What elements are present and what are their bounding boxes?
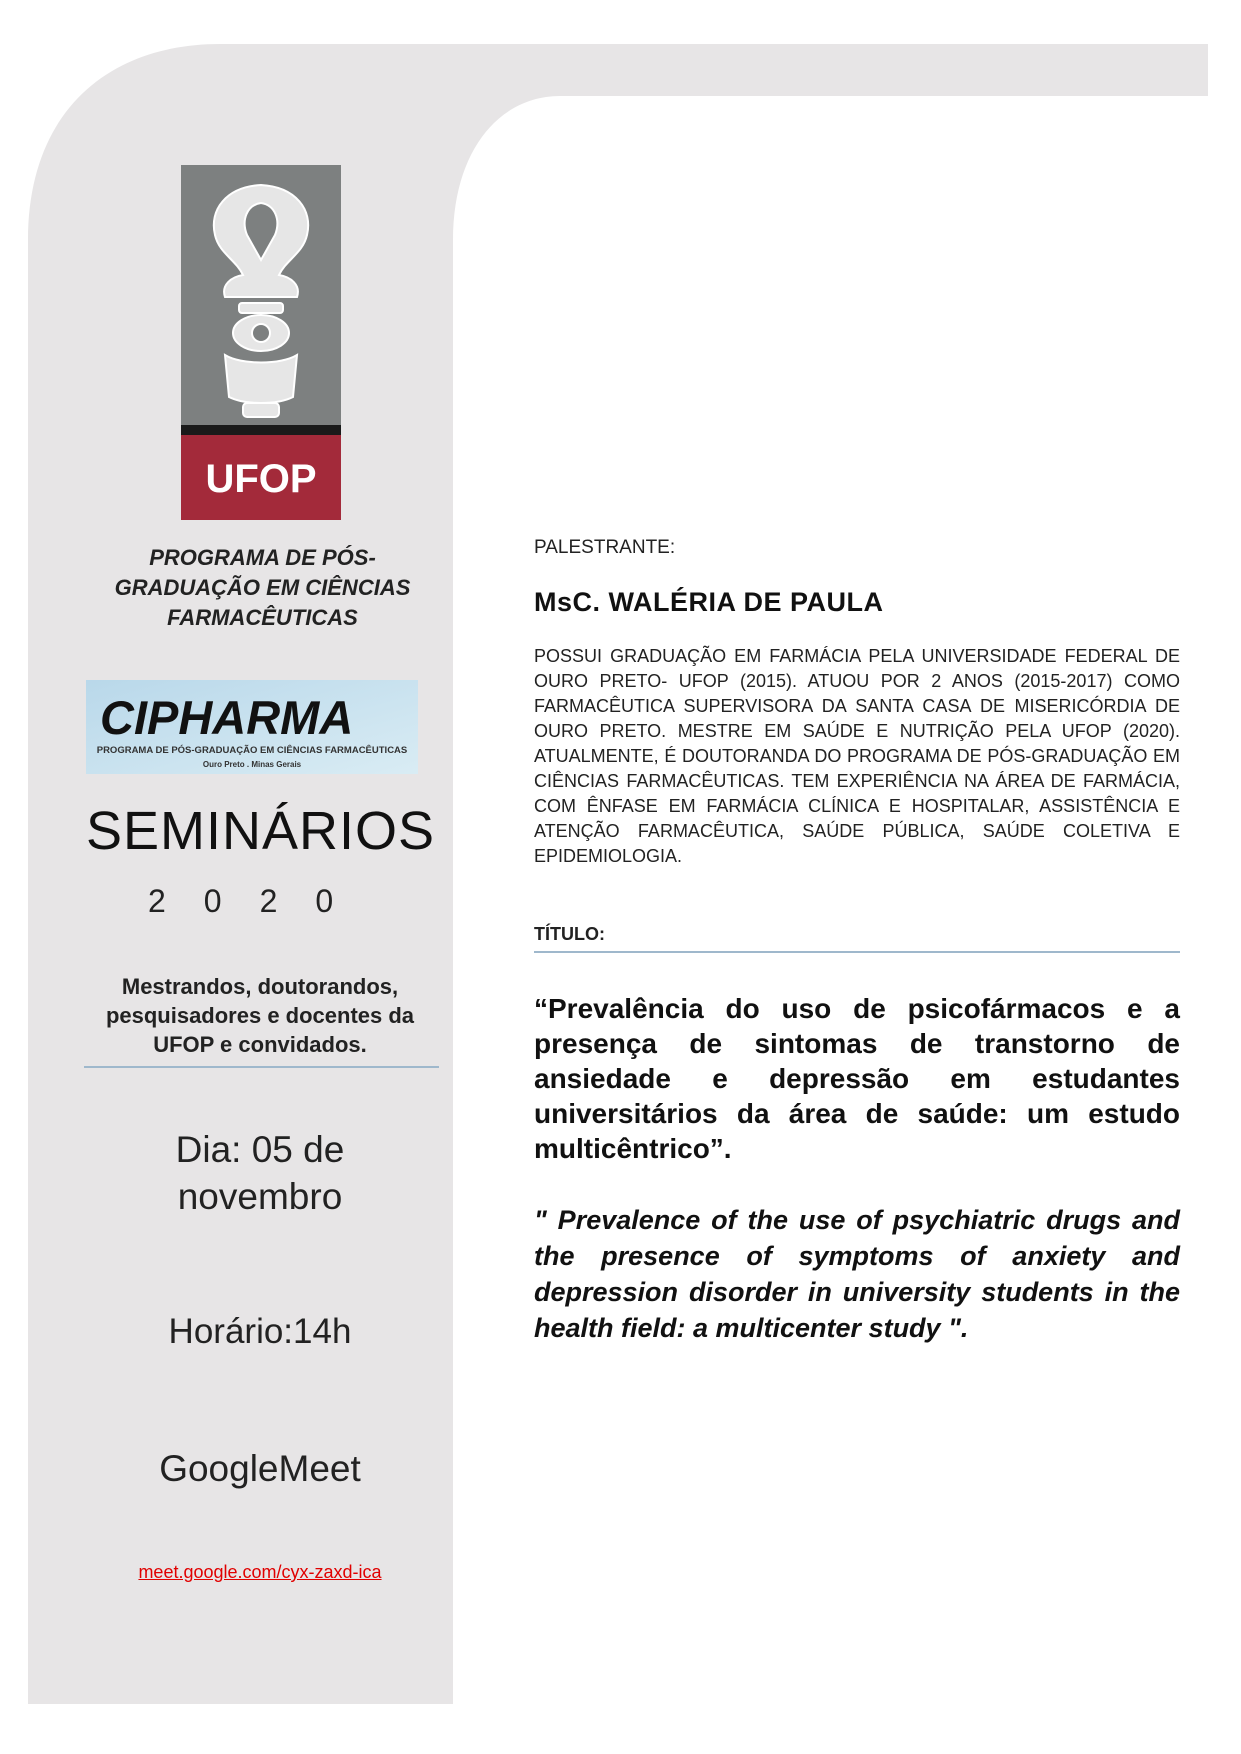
left-divider (84, 1066, 439, 1068)
event-platform: GoogleMeet (159, 1448, 361, 1489)
speaker-bio: POSSUI GRADUAÇÃO EM FARMÁCIA PELA UNIVERSIDADE FEDERAL DE OURO PRETO- UFOP (2015). ATUOU POR 2 ANOS (2015-2017) COMO FARMACÊUTICA SUPERVISORA DA SANTA CASA DE MISERICÓRDIA DE OURO PRETO. MESTRE EM SAÚDE E NUTRIÇÃO PELA UFOP (2020). ATUALMENTE, É DOUTORANDA DO PROGRAMA DE PÓS-GRADUAÇÃO EM CIÊNCIAS FARMACÊUTICAS. TEM EXPERIÊNCIA NA ÁREA DE FARMÁCIA, COM ÊNFASE EM FARMÁCIA CLÍNICA E HOSPITALAR, ASSISTÊNCIA E ATENÇÃO FARMACÊUTICA, SAÚDE PÚBLICA, SAÚDE COLETIVA E EPIDEMIOLOGIA. (534, 646, 1180, 866)
cipharma-location: Ouro Preto . Minas Gerais (202, 760, 302, 769)
cipharma-name: CIPHARMA (100, 691, 354, 744)
ufop-logo (181, 165, 341, 520)
cipharma-subtitle: PROGRAMA DE PÓS-GRADUAÇÃO EM CIÊNCIAS FARMACÊUTICAS (96, 745, 408, 756)
meet-link[interactable]: meet.google.com/cyx-zaxd-ica (138, 1562, 382, 1582)
audience-text: Mestrandos, doutorandos, pesquisadores e docentes da UFOP e convidados. (105, 974, 415, 1057)
right-divider (534, 951, 1180, 953)
seminar-year: 2020 (148, 883, 372, 919)
title-label: TÍTULO: (534, 924, 605, 944)
speaker-label: PALESTRANTE: (534, 537, 676, 558)
event-date: Dia: 05 de novembro (175, 1129, 345, 1217)
talk-title-english: " Prevalence of the use of psychiatric drugs and the presence of symptoms of anxiety and depression disorder in university students in the health field: a multicenter study ". (534, 1205, 1180, 1343)
cipharma-logo (86, 680, 418, 774)
event-time: Horário:14h (168, 1312, 352, 1351)
seminar-title: SEMINÁRIOS (86, 801, 436, 861)
program-title: PROGRAMA DE PÓS-GRADUAÇÃO EM CIÊNCIAS FARMACÊUTICAS (114, 545, 411, 630)
speaker-name: MsC. WALÉRIA DE PAULA (534, 587, 884, 617)
ufop-logo-text: UFOP (205, 457, 317, 501)
talk-title-portuguese: “Prevalência do uso de psicofármacos e a presença de sintomas de transtorno de ansiedade e depressão em estudantes universitários da área de saúde: um estudo multicêntrico”. (534, 993, 1180, 1164)
